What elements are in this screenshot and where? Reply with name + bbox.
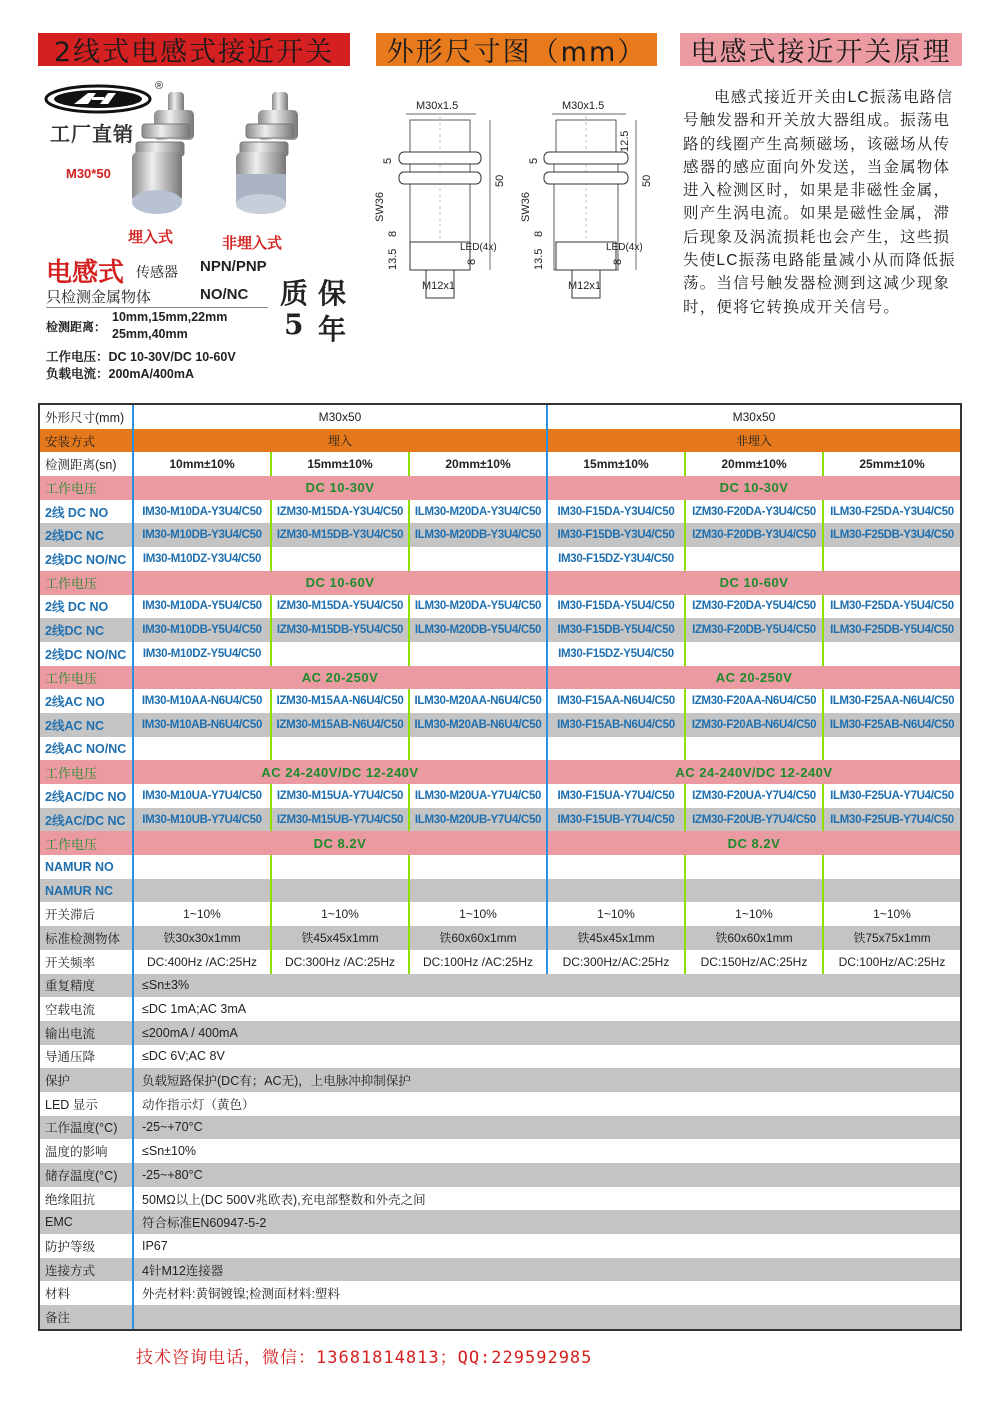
table-cell [548,737,686,761]
table-cell: IM30-F15DB-Y3U4/C50 [548,523,686,547]
table-cell [686,855,824,879]
table-cell: IM30-F15AA-N6U4/C50 [548,689,686,713]
table-cell: ILM30-M20AA-N6U4/C50 [410,689,548,713]
row-spec [40,1068,960,1092]
current-label: 负载电流： [46,367,109,381]
row-label: 重复精度 [40,974,134,998]
flush-type-label: 埋入式 [128,229,174,246]
row-model [40,523,960,547]
wrench-label-1: SW36 [374,192,386,222]
metal-only-label: 只检测金属物体 [46,289,152,306]
divider [46,307,268,308]
row-label: 工作电压 [40,571,134,595]
table-cell [824,547,960,571]
table-cell: 铁60x60x1mm [686,926,824,950]
principle-description [683,86,963,319]
spec-value: 4针M12连接器 [142,1263,224,1278]
row-label: NAMUR NC [40,879,134,903]
row-model [40,547,960,571]
row-frequency [40,950,960,974]
led-label-2: LED(4x) [606,242,643,253]
table-cell: ILM30-F25AA-N6U4/C50 [829,695,955,708]
principle-title-banner [680,33,962,66]
table-cell: IZM30-F20DA-Y3U4/C50 [686,500,824,524]
row-cells [134,452,960,476]
row-label: 2线 DC NO [40,595,134,619]
table-cell [824,737,960,761]
pin-label-2: 8 [612,258,624,265]
spec-value: ≤200mA / 400mA [142,1025,238,1040]
row-spec [40,1139,960,1163]
table-cell: IM30-F15UA-Y7U4/C50 [548,784,686,808]
table-cell [134,737,272,761]
table-cell: ILM30-F25UA-Y7U4/C50 [830,789,954,802]
cell-right: M30x50 [732,409,776,424]
table-cell: 1~10% [686,902,824,926]
table-cell: ILM30-M20DA-Y5U4/C50 [410,595,548,619]
table-cell: DC:150Hz/AC:25Hz [686,950,824,974]
row-model [40,689,960,713]
row-cells [134,784,960,808]
principle-title: 电感式接近开关原理 [690,37,952,68]
row-label: 工作电压 [40,760,134,784]
row-model [40,713,960,737]
table-cell: IM30-M10DZ-Y5U4/C50 [134,642,272,666]
nut-label-2: 5 [528,157,540,164]
cell-right: DC 10-30V [719,480,789,496]
table-cell [410,879,548,903]
table-cell: IZM30-M15UB-Y7U4/C50 [272,808,410,832]
spec-value: 50MΩ以上(DC 500V兆欧表),充电部整数和外壳之间 [142,1192,426,1207]
nut-label-1: 5 [382,157,394,164]
connector-len-label-1: 13.5 [387,248,399,270]
voltage-spec [46,347,236,365]
row-label: 备注 [40,1305,134,1329]
row-cells [134,547,960,571]
table-cell: IM30-F15DA-Y3U4/C50 [548,500,686,524]
table-cell: DC:300Hz /AC:25Hz [272,950,410,974]
cell-left: DC 10-60V [134,571,548,595]
table-cell: ILM30-M20DB-Y3U4/C50 [410,523,548,547]
row-label: 工作电压 [40,476,134,500]
warranty-char-2: 保 [318,277,347,310]
row-label: 安装方式 [40,429,134,453]
cell-left: M30x50 [134,405,548,429]
row-cells [134,737,960,761]
row-label: 检测距离(sn) [40,452,134,476]
table-cell [824,879,960,903]
row-cells [134,476,960,500]
table-cell: IZM30-M15DB-Y5U4/C50 [272,618,410,642]
table-cell: DC:100Hz /AC:25Hz [410,950,548,974]
row-spec [40,1210,960,1234]
cell-right: 非埋入 [735,434,772,449]
row-cells [134,902,960,926]
row-label: 外形尺寸(mm) [40,405,134,429]
table-cell [686,547,824,571]
spec-value [134,1305,960,1329]
row-voltage [40,571,960,595]
row-cells [134,831,960,855]
dimension-diagram [374,92,670,298]
table-cell [686,642,824,666]
table-cell: ILM30-F25DA-Y3U4/C50 [830,505,954,518]
row-cells [134,618,960,642]
table-cell: ILM30-F25DA-Y5U4/C50 [830,600,954,613]
cell-right: AC 20-250V [715,669,793,685]
npn-pnp-label: NPN/PNP [200,258,267,275]
table-cell: IM30-F15DA-Y5U4/C50 [548,595,686,619]
table-cell: IM30-M10AA-N6U4/C50 [134,689,272,713]
row-cells [134,689,960,713]
dimension-title: 外形尺寸图（mm） [386,37,647,68]
table-cell: 1~10% [134,902,272,926]
row-label: 导通压降 [40,1045,134,1069]
spec-value: 动作指示灯（黄色） [142,1097,255,1112]
row-label: LED 显示 [40,1092,134,1116]
row-model [40,855,960,879]
registered-mark: ® [155,80,164,92]
row-label: 标准检测物体 [40,926,134,950]
spec-value: -25~+70°C [142,1120,203,1135]
table-cell: IM30-F15DZ-Y3U4/C50 [548,547,686,571]
row-cells [134,926,960,950]
contact-info: 技术咨询电话，微信：13681814813；QQ:229592985 [136,1348,593,1368]
row-hysteresis [40,902,960,926]
table-cell: IM30-M10AB-N6U4/C50 [134,713,272,737]
row-label: 2线DC NC [40,523,134,547]
nonflush-drawing [520,100,653,298]
spec-value: ≤Sn±3% [142,978,190,993]
table-cell: IZM30-F20UB-Y7U4/C50 [686,808,824,832]
table-cell: DC:400Hz /AC:25Hz [134,950,272,974]
table-cell: 铁60x60x1mm [410,926,548,950]
connector-label-1: M12x1 [422,280,456,292]
dimension-title-banner [376,33,657,66]
table-cell: 铁30x30x1mm [134,926,272,950]
connector-label-2: M12x1 [568,280,602,292]
row-voltage [40,831,960,855]
length-label-1: 50 [494,174,506,187]
row-cells [134,500,960,524]
row-model [40,784,960,808]
row-model [40,642,960,666]
cell-left: AC 20-250V [134,666,548,690]
table-cell [272,879,410,903]
row-cells [134,950,960,974]
row-label: 工作温度(°C) [40,1116,134,1140]
table-cell: 1~10% [873,907,911,922]
table-cell: ILM30-F25AB-N6U4/C50 [829,718,955,731]
row-label: 2线DC NO/NC [40,642,134,666]
distance-label: 检测距离： [46,320,107,334]
table-cell: IZM30-M15DB-Y3U4/C50 [272,523,410,547]
row-spec [40,1305,960,1329]
model-label: M30*50 [66,166,111,181]
row-cells [134,595,960,619]
row-label: 开关滞后 [40,902,134,926]
flush-drawing [374,100,506,298]
table-cell: ILM30-F25DB-Y5U4/C50 [830,624,954,637]
table-cell: ILM30-F25UB-Y7U4/C50 [830,813,954,826]
row-voltage [40,666,960,690]
table-cell: 20mm±10% [410,452,548,476]
current-spec [46,364,194,382]
row-model [40,500,960,524]
distance-values-1: 10mm,15mm,22mm [112,310,228,324]
table-cell [272,547,410,571]
table-cell: IZM30-M15AA-N6U4/C50 [272,689,410,713]
table-cell: IM30-F15DB-Y5U4/C50 [548,618,686,642]
wrench-label-2: SW36 [520,192,532,222]
protrusion-label: 12.5 [619,130,631,152]
table-cell: IM30-F15DZ-Y5U4/C50 [548,642,686,666]
row-label: 连接方式 [40,1258,134,1282]
row-label: 绝缘阻抗 [40,1187,134,1211]
table-cell: IZM30-M15AB-N6U4/C50 [272,713,410,737]
table-cell [134,879,272,903]
row-label: 2线AC/DC NO [40,784,134,808]
row-cells [134,405,960,429]
base-label-2: 8 [533,230,545,237]
table-cell [410,547,548,571]
table-cell: IZM30-F20AB-N6U4/C50 [686,713,824,737]
table-cell: IM30-F15UB-Y7U4/C50 [548,808,686,832]
base-label-1: 8 [387,230,399,237]
flush-sensor-image [128,90,200,220]
row-voltage [40,760,960,784]
table-cell: IZM30-F20UA-Y7U4/C50 [686,784,824,808]
table-cell: DC:100Hz/AC:25Hz [838,954,946,969]
table-cell: 25mm±10% [859,457,925,472]
row-model [40,808,960,832]
row-label: NAMUR NO [40,855,134,879]
spec-table [38,403,962,1331]
row-voltage [40,476,960,500]
table-cell: IZM30-F20DA-Y5U4/C50 [686,595,824,619]
row-label: 2线AC NC [40,713,134,737]
table-cell: ILM30-F25DB-Y3U4/C50 [830,529,954,542]
table-cell: IM30-M10DB-Y3U4/C50 [134,523,272,547]
table-cell [548,855,686,879]
row-spec [40,1092,960,1116]
spec-value: ≤DC 1mA;AC 3mA [142,1002,247,1017]
row-cells [134,429,960,453]
row-label: 开关频率 [40,950,134,974]
row-spec [40,1234,960,1258]
row-label: 2线AC NO [40,689,134,713]
distance-values-2: 25mm,40mm [112,327,188,341]
row-cells [134,571,960,595]
table-cell [686,737,824,761]
table-cell: 15mm±10% [272,452,410,476]
cell-left: 埋入 [134,429,548,453]
table-cell: ILM30-M20AB-N6U4/C50 [410,713,548,737]
table-cell [686,879,824,903]
table-cell: 铁45x45x1mm [548,926,686,950]
connector-len-label-2: 13.5 [533,248,545,270]
row-label: 2线AC/DC NC [40,808,134,832]
cell-right: AC 24-240V/DC 12-240V [675,764,833,780]
row-label: 2线AC NO/NC [40,737,134,761]
table-cell: 20mm±10% [686,452,824,476]
table-cell: IZM30-F20DB-Y5U4/C50 [686,618,824,642]
row-spec [40,1116,960,1140]
row-cells [134,760,960,784]
principle-text: 电感式接近开关由LC振荡电路信号触发器和开关放大器组成。振荡电路的线圈产生高频磁场，该磁场从传感器的感应面向外发送，当金属物体进入检测区时，如果是非磁性金属，则产生涡电流。如果是磁性金属，滞后现象及涡流损耗也会产生，这些损失使LC振荡电路能量减小从而降低振荡。当信号触发器检测到这减少现象时，便将它转换成开关信号。 [683,89,956,316]
table-cell: IZM30-M15DA-Y3U4/C50 [272,500,410,524]
table-cell [272,642,410,666]
table-cell: ILM30-M20UB-Y7U4/C50 [410,808,548,832]
thread-label-1: M30x1.5 [416,100,459,112]
row-size [40,405,960,429]
nonflush-type-label: 非埋入式 [222,235,283,252]
table-cell: 铁75x75x1mm [853,931,931,946]
length-label-2: 50 [641,174,653,187]
row-label: 工作电压 [40,831,134,855]
table-cell: IZM30-F20DB-Y3U4/C50 [686,523,824,547]
row-cells [134,666,960,690]
pin-label-1: 8 [466,258,478,265]
warranty-char-4: 年 [318,313,347,346]
row-cells [134,642,960,666]
voltage-label: 工作电压： [46,350,109,364]
row-model [40,737,960,761]
product-title: 2线式电感式接近开关 [53,37,335,68]
row-spec [40,1258,960,1282]
table-cell: IZM30-M15DA-Y5U4/C50 [272,595,410,619]
row-spec [40,1021,960,1045]
row-spec [40,1281,960,1305]
row-label: 2线 DC NO [40,500,134,524]
row-model [40,618,960,642]
table-cell: ILM30-M20DB-Y5U4/C50 [410,618,548,642]
row-label: 空载电流 [40,997,134,1021]
table-cell: 铁45x45x1mm [272,926,410,950]
row-label: 防护等级 [40,1234,134,1258]
spec-value: ≤DC 6V;AC 8V [142,1049,225,1064]
table-cell: IM30-M10UB-Y7U4/C50 [134,808,272,832]
table-cell: IM30-M10DB-Y5U4/C50 [134,618,272,642]
table-cell: IM30-F15AB-N6U4/C50 [548,713,686,737]
table-cell: 1~10% [272,902,410,926]
cell-left: DC 8.2V [134,831,548,855]
cell-right: DC 10-60V [719,575,789,591]
table-cell [410,855,548,879]
table-cell [410,642,548,666]
row-label: 输出电流 [40,1021,134,1045]
cell-right: DC 8.2V [727,835,781,851]
row-spec [40,997,960,1021]
row-cells [134,713,960,737]
table-cell: IM30-M10DZ-Y3U4/C50 [134,547,272,571]
table-cell: DC:300Hz/AC:25Hz [548,950,686,974]
table-cell: 1~10% [410,902,548,926]
row-label: 工作电压 [40,666,134,690]
table-cell [272,737,410,761]
thread-label-2: M30x1.5 [562,100,605,112]
product-title-banner [38,33,350,66]
row-model [40,595,960,619]
warranty-char-1: 质 [280,277,309,310]
row-cells [134,808,960,832]
table-cell: IM30-M10DA-Y3U4/C50 [134,500,272,524]
row-distance [40,452,960,476]
row-cells [134,523,960,547]
voltage-value: DC 10-30V/DC 10-60V [108,350,236,364]
current-value: 200mA/400mA [108,367,194,381]
row-target [40,926,960,950]
table-cell [134,855,272,879]
row-spec [40,974,960,998]
no-nc-label: NO/NC [200,286,249,303]
table-cell: 1~10% [548,902,686,926]
row-label: EMC [40,1210,134,1234]
table-cell: IZM30-M15UA-Y7U4/C50 [272,784,410,808]
row-cells [134,855,960,879]
row-label: 材料 [40,1281,134,1305]
led-label-1: LED(4x) [460,242,497,253]
nonflush-sensor-image [232,90,304,220]
table-cell: ILM30-M20DA-Y3U4/C50 [410,500,548,524]
table-cell [410,737,548,761]
sensor-label: 传感器 [136,264,178,280]
inductive-label: 电感式 [46,258,125,288]
table-cell: 10mm±10% [134,452,272,476]
spec-value: 负载短路保护(DC有；AC无)，上电脉冲抑制保护 [142,1074,411,1089]
table-cell [824,855,960,879]
spec-value: 符合标准EN60947-5-2 [142,1216,267,1231]
table-cell [548,879,686,903]
table-cell: IM30-M10UA-Y7U4/C50 [134,784,272,808]
row-cells [134,879,960,903]
row-model [40,879,960,903]
row-spec [40,1045,960,1069]
table-cell: IZM30-F20AA-N6U4/C50 [686,689,824,713]
factory-direct-label: 工厂直销 [50,124,134,146]
cell-left: DC 10-30V [134,476,548,500]
row-label: 保护 [40,1068,134,1092]
table-cell: 15mm±10% [548,452,686,476]
cell-left: AC 24-240V/DC 12-240V [134,760,548,784]
row-spec [40,1163,960,1187]
table-cell [272,855,410,879]
row-spec [40,1187,960,1211]
spec-value: -25~+80°C [142,1167,203,1182]
row-label: 温度的影响 [40,1139,134,1163]
table-cell: IM30-M10DA-Y5U4/C50 [134,595,272,619]
warranty-char-3: 5 [284,308,304,341]
row-label: 2线DC NO/NC [40,547,134,571]
table-cell [824,642,960,666]
spec-value: 外壳材料:黄铜镀镍;检测面材料:塑料 [142,1287,340,1302]
spec-value: ≤Sn±10% [142,1144,197,1159]
row-label: 储存温度(°C) [40,1163,134,1187]
spec-value: IP67 [142,1238,168,1253]
table-cell: ILM30-M20UA-Y7U4/C50 [410,784,548,808]
row-label: 2线DC NC [40,618,134,642]
row-mount [40,429,960,453]
